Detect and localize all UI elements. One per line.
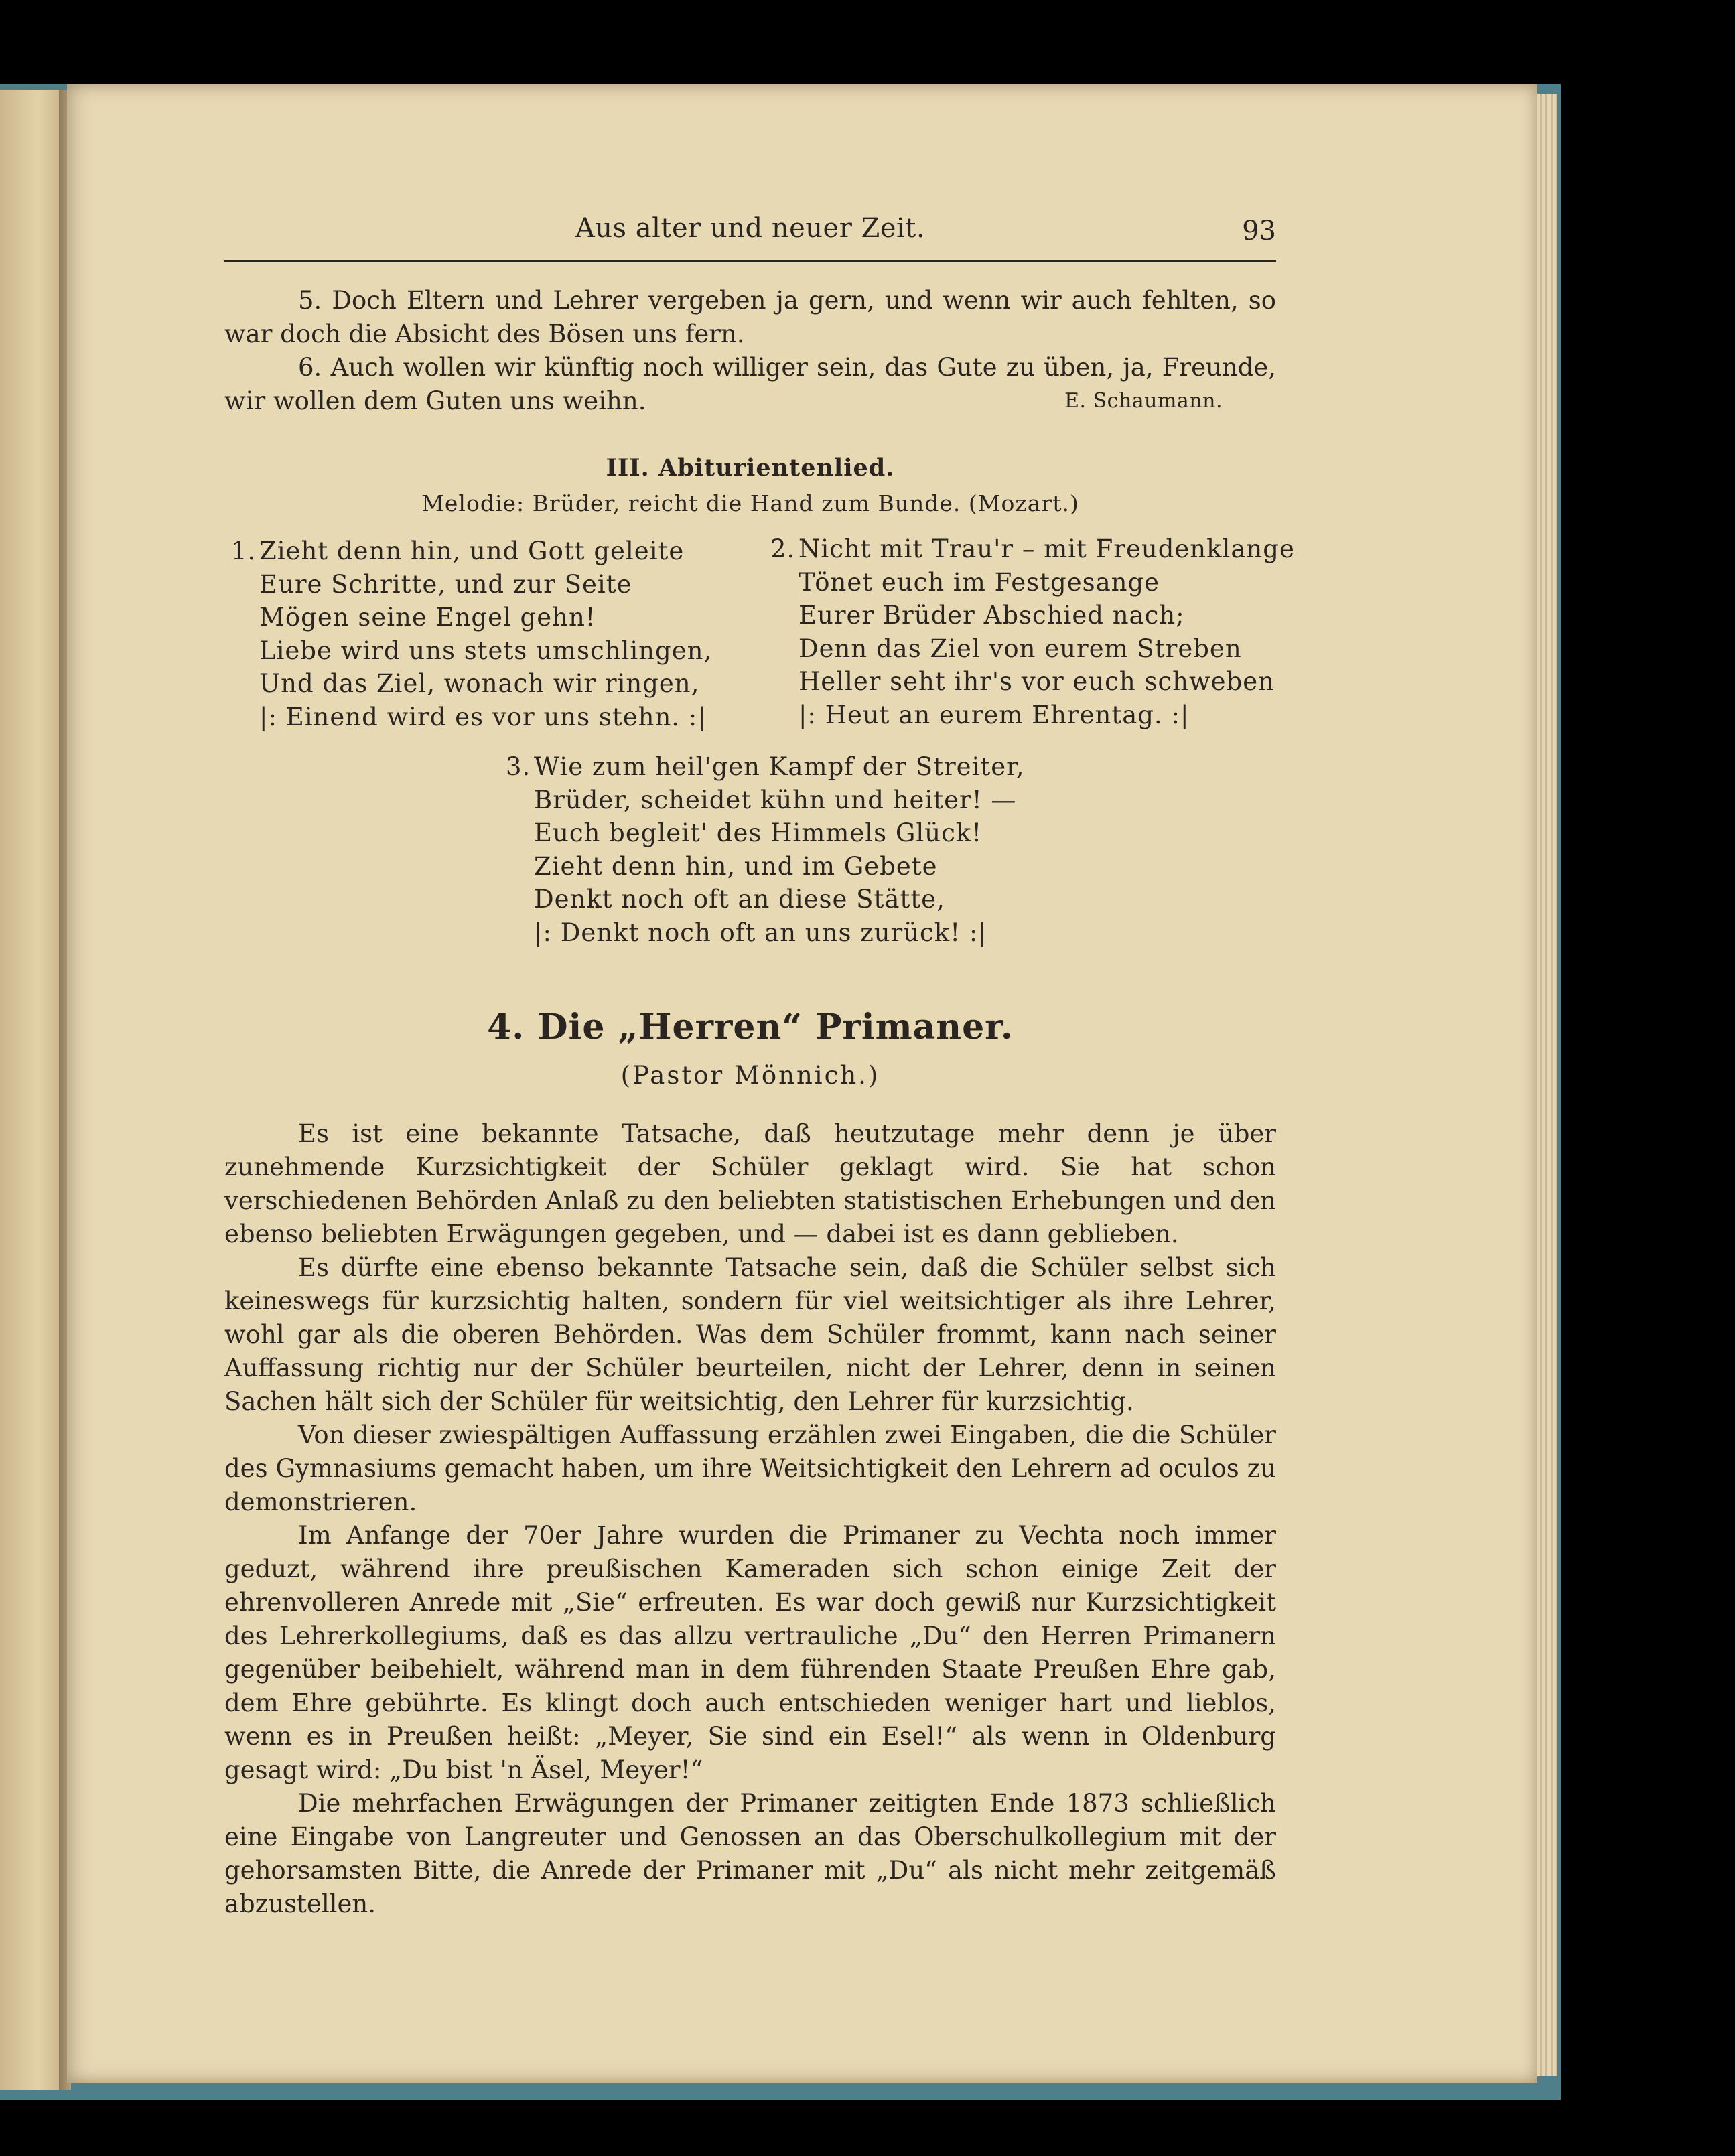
intro-paragraph-6-block	[224, 351, 1276, 418]
verse-line: Euch begleit' des Himmels Glück!	[534, 818, 983, 847]
section-heading: 4. Die „Herren“ Primaner.	[487, 1007, 1014, 1048]
verse-line: |: Heut an eurem Ehrentag. :|	[799, 700, 1190, 729]
verse-line: Denn das Ziel von eurem Streben	[799, 634, 1242, 663]
verse-line: Nicht mit Trau'r – mit Freudenklange	[799, 534, 1295, 563]
body-paragraph: Es ist eine bekannte Tatsache, daß heutzutage mehr denn je über zunehmende Kurzsichtigkeit der Schüler geklagt wird. Sie hat schon verschiedenen Behörden Anlaß zu den beliebten statistischen Erhebungen und den ebenso beliebten Erwägungen gegeben, und — dabei ist es dann geblieben.	[224, 1119, 1276, 1248]
verse-line: |: Einend wird es vor uns stehn. :|	[259, 702, 707, 731]
section-body	[224, 1117, 1276, 1921]
running-title: Aus alter und neuer Zeit.	[575, 213, 926, 244]
intro-paragraph-6: 6. Auch wollen wir künftig noch williger sein, das Gute zu üben, ja, Freunde, wir wollen dem Guten uns weihn.	[224, 353, 1276, 415]
verse-1	[231, 534, 712, 733]
facing-page-edge	[0, 90, 64, 2090]
verse-line: |: Denkt noch oft an uns zurück! :|	[534, 918, 987, 947]
verse-line: Eurer Brüder Abschied nach;	[799, 601, 1185, 630]
signature: E. Schaumann.	[1064, 389, 1223, 413]
body-paragraph: Es dürfte eine ebenso bekannte Tatsache sein, daß die Schüler selbst sich keineswegs für kurzsichtig halten, sondern für viel weitsichtiger als ihre Lehrer, wohl gar als die oberen Behörden. Was dem Schüler frommt, kann nach seiner Auffassung richtig nur der Schüler beurteilen, nicht der Lehrer, denn in seinen Sachen hält sich der Schüler für weitsichtig, den Lehrer für kurzsichtig.	[224, 1253, 1276, 1416]
verse-line: Zieht denn hin, und Gott geleite	[259, 536, 685, 565]
verse-line: Eure Schritte, und zur Seite	[259, 569, 632, 599]
verse-line: Liebe wird uns stets umschlingen,	[259, 636, 713, 665]
body-paragraph: Im Anfange der 70er Jahre wurden die Primaner zu Vechta noch immer geduzt, während ihre preußischen Kameraden sich schon einige Zeit der ehrenvolleren Anrede mit „Sie“ erfreuten. Es war doch gewiß nur Kurzsichtigkeit des Lehrerkollegiums, daß es das allzu vertrauliche „Du“ den Herren Primanern gegenüber beibehielt, während man in dem führenden Staate Preußen Ehre gab, dem Ehre gebührte. Es klingt doch auch entschieden weniger hart und lieblos, wenn es in Preußen heißt: „Meyer, Sie sind ein Esel!“ als wenn in Oldenburg gesagt wird: „Du bist 'n Äsel, Meyer!“	[224, 1521, 1276, 1784]
intro-text	[224, 284, 1276, 418]
verse-number: 2.	[770, 534, 796, 563]
verse-line: Brüder, scheidet kühn und heiter! —	[534, 785, 1017, 814]
verse-3	[506, 750, 1025, 949]
verse-2	[770, 532, 1295, 731]
running-head	[224, 213, 1276, 262]
body-paragraph: Die mehrfachen Erwägungen der Primaner zeitigten Ende 1873 schließlich eine Eingabe von Langreuter und Genossen an das Oberschulkollegium mit der gehorsamsten Bitte, die Anrede der Primaner mit „Du“ als nicht mehr zeitgemäß abzustellen.	[224, 1789, 1276, 1918]
verse-line: Und das Ziel, wonach wir ringen,	[259, 669, 700, 698]
page-number: 93	[1242, 216, 1276, 246]
section-author: (Pastor Mönnich.)	[620, 1061, 880, 1090]
verse-line: Tönet euch im Festgesange	[799, 567, 1160, 597]
song-melody: Melodie: Brüder, reicht die Hand zum Bunde. (Mozart.)	[421, 490, 1079, 516]
verse-number: 1.	[231, 536, 257, 565]
verse-line: Wie zum heil'gen Kampf der Streiter,	[534, 752, 1025, 781]
verse-line: Mögen seine Engel gehn!	[259, 603, 596, 632]
body-paragraph: Von dieser zwiespältigen Auffassung erzählen zwei Eingaben, die die Schüler des Gymnasiums gemacht haben, um ihre Weitsichtigkeit den Lehrern ad oculos zu demonstrieren.	[224, 1421, 1276, 1516]
verse-number: 3.	[506, 752, 531, 781]
verse-line: Zieht denn hin, und im Gebete	[534, 851, 938, 881]
intro-paragraph-5: 5. Doch Eltern und Lehrer vergeben ja gern, und wenn wir auch fehlten, so war doch die Absicht des Bösen uns fern.	[224, 286, 1276, 348]
verse-line: Denkt noch oft an diese Stätte,	[534, 885, 945, 914]
verse-line: Heller seht ihr's vor euch schweben	[799, 667, 1275, 696]
song-title: III. Abiturientenlied.	[606, 454, 895, 482]
